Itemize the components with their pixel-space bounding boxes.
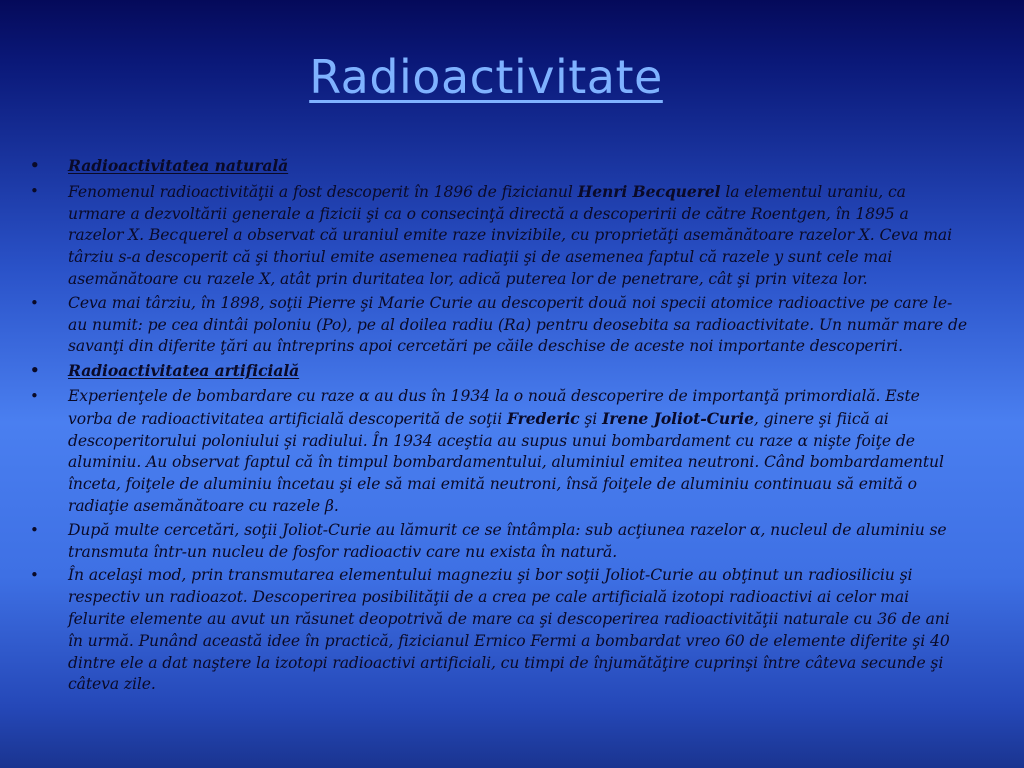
bullet-list	[30, 155, 968, 698]
bullet-icon: •	[30, 156, 40, 174]
bullet-icon: •	[30, 386, 39, 405]
bullet-icon: •	[30, 181, 39, 200]
emphasized-name: Henri Becquerel	[577, 181, 721, 201]
bullet-paragraph	[30, 386, 968, 518]
bullet-icon: •	[30, 566, 39, 585]
paragraph-text: Fenomenul radioactivităţii a fost descoperit în 1896 de fizicianul	[68, 182, 578, 201]
paragraph-text: şi	[579, 409, 603, 428]
paragraph-text: Experienţele de bombardare cu raze α au dus în 1934 la o nouă descoperire de importanţă primordială. Este vorba de radioactivitatea artificială descoperită de soţii	[68, 386, 920, 428]
slide-title: Radioactivitate	[309, 50, 663, 104]
paragraph-text: , ginere şi fiică ai descoperitorului poloniului şi radiului. În 1934 aceştia au supus unui bombardament cu raze α nişte foiţe de aluminiu. Au observat faptul că în timpul bombardamentului, aluminiul emitea neutroni. Când bombardamentul înceta, foiţele de aluminiu încetau şi ele să mai emită neutroni, însă foiţele de aluminiu continuau să emită o radiaţie asemănătoare cu razele β.	[68, 409, 944, 515]
bullet-paragraph	[30, 181, 968, 291]
section-heading	[30, 360, 968, 382]
bullet-paragraph	[30, 293, 968, 358]
bullet-icon: •	[30, 361, 40, 380]
paragraph-text: După multe cercetări, soţii Joliot-Curie au lămurit ce se întâmpla: sub acţiunea razelor α, nucleul de aluminiu se transmuta într-un nucleu de fosfor radioactiv care nu exista în natură.	[68, 520, 947, 561]
bullet-icon: •	[30, 520, 39, 539]
bullet-paragraph	[30, 520, 968, 564]
paragraph-text: În acelaşi mod, prin transmutarea elementului magneziu şi bor soţii Joliot-Curie au obţinut un radiosiliciu şi respectiv un radioazot. Descoperirea posibilităţii de a crea pe cale artificială izotopi radioactivi ai celor mai felurite elemente au avut un răsunet deopotrivă de mare ca şi descoperirea radioactivităţii naturale cu 36 de ani în urmă. Punând această idee în practică, fizicianul Ernico Fermi a bombardat vreo 60 de elemente diferite şi 40 dintre ele a dat naştere la izotopi radioactivi artificiali, cu timpi de înjumătăţire cuprinşi între câteva secunde şi câteva zile.	[68, 566, 950, 694]
section-heading-text: Radioactivitatea artificială	[68, 361, 300, 381]
emphasized-name: Frederic	[506, 408, 580, 428]
section-heading-text: Radioactivitatea naturală	[68, 156, 289, 175]
bullet-icon: •	[30, 293, 39, 312]
paragraph-text: la elementul uraniu, ca urmare a dezvoltării generale a fizicii şi ca o consecinţă directă a descoperirii de către Roentgen, în 1895 a razelor X. Becquerel a observat că uraniul emite raze invizibile, cu proprietăţi asemănătoare razelor X. Ceva mai târziu s-a descoperit că şi thoriul emite asemenea radiaţii şi de asemenea faptul că razele y sunt cele mai asemănătoare cu razele X, atât prin duritatea lor, adică puterea lor de penetrare, cât şi prin viteza lor.	[68, 182, 952, 288]
section-heading	[30, 155, 968, 177]
bullet-paragraph	[30, 565, 968, 696]
paragraph-text: Ceva mai târziu, în 1898, soţii Pierre şi Marie Curie au descoperit două noi specii atomice radioactive pe care le-au numit: pe cea dintâi poloniu (Po), pe al doilea radiu (Ra) pentru deosebita sa radioactivitate. Un număr mare de savanţi din diferite ţări au întreprins apoi cercetări pe căile deschise de aceste noi importante descoperiri.	[68, 293, 967, 356]
emphasized-name: Irene Joliot-Curie	[602, 408, 754, 428]
